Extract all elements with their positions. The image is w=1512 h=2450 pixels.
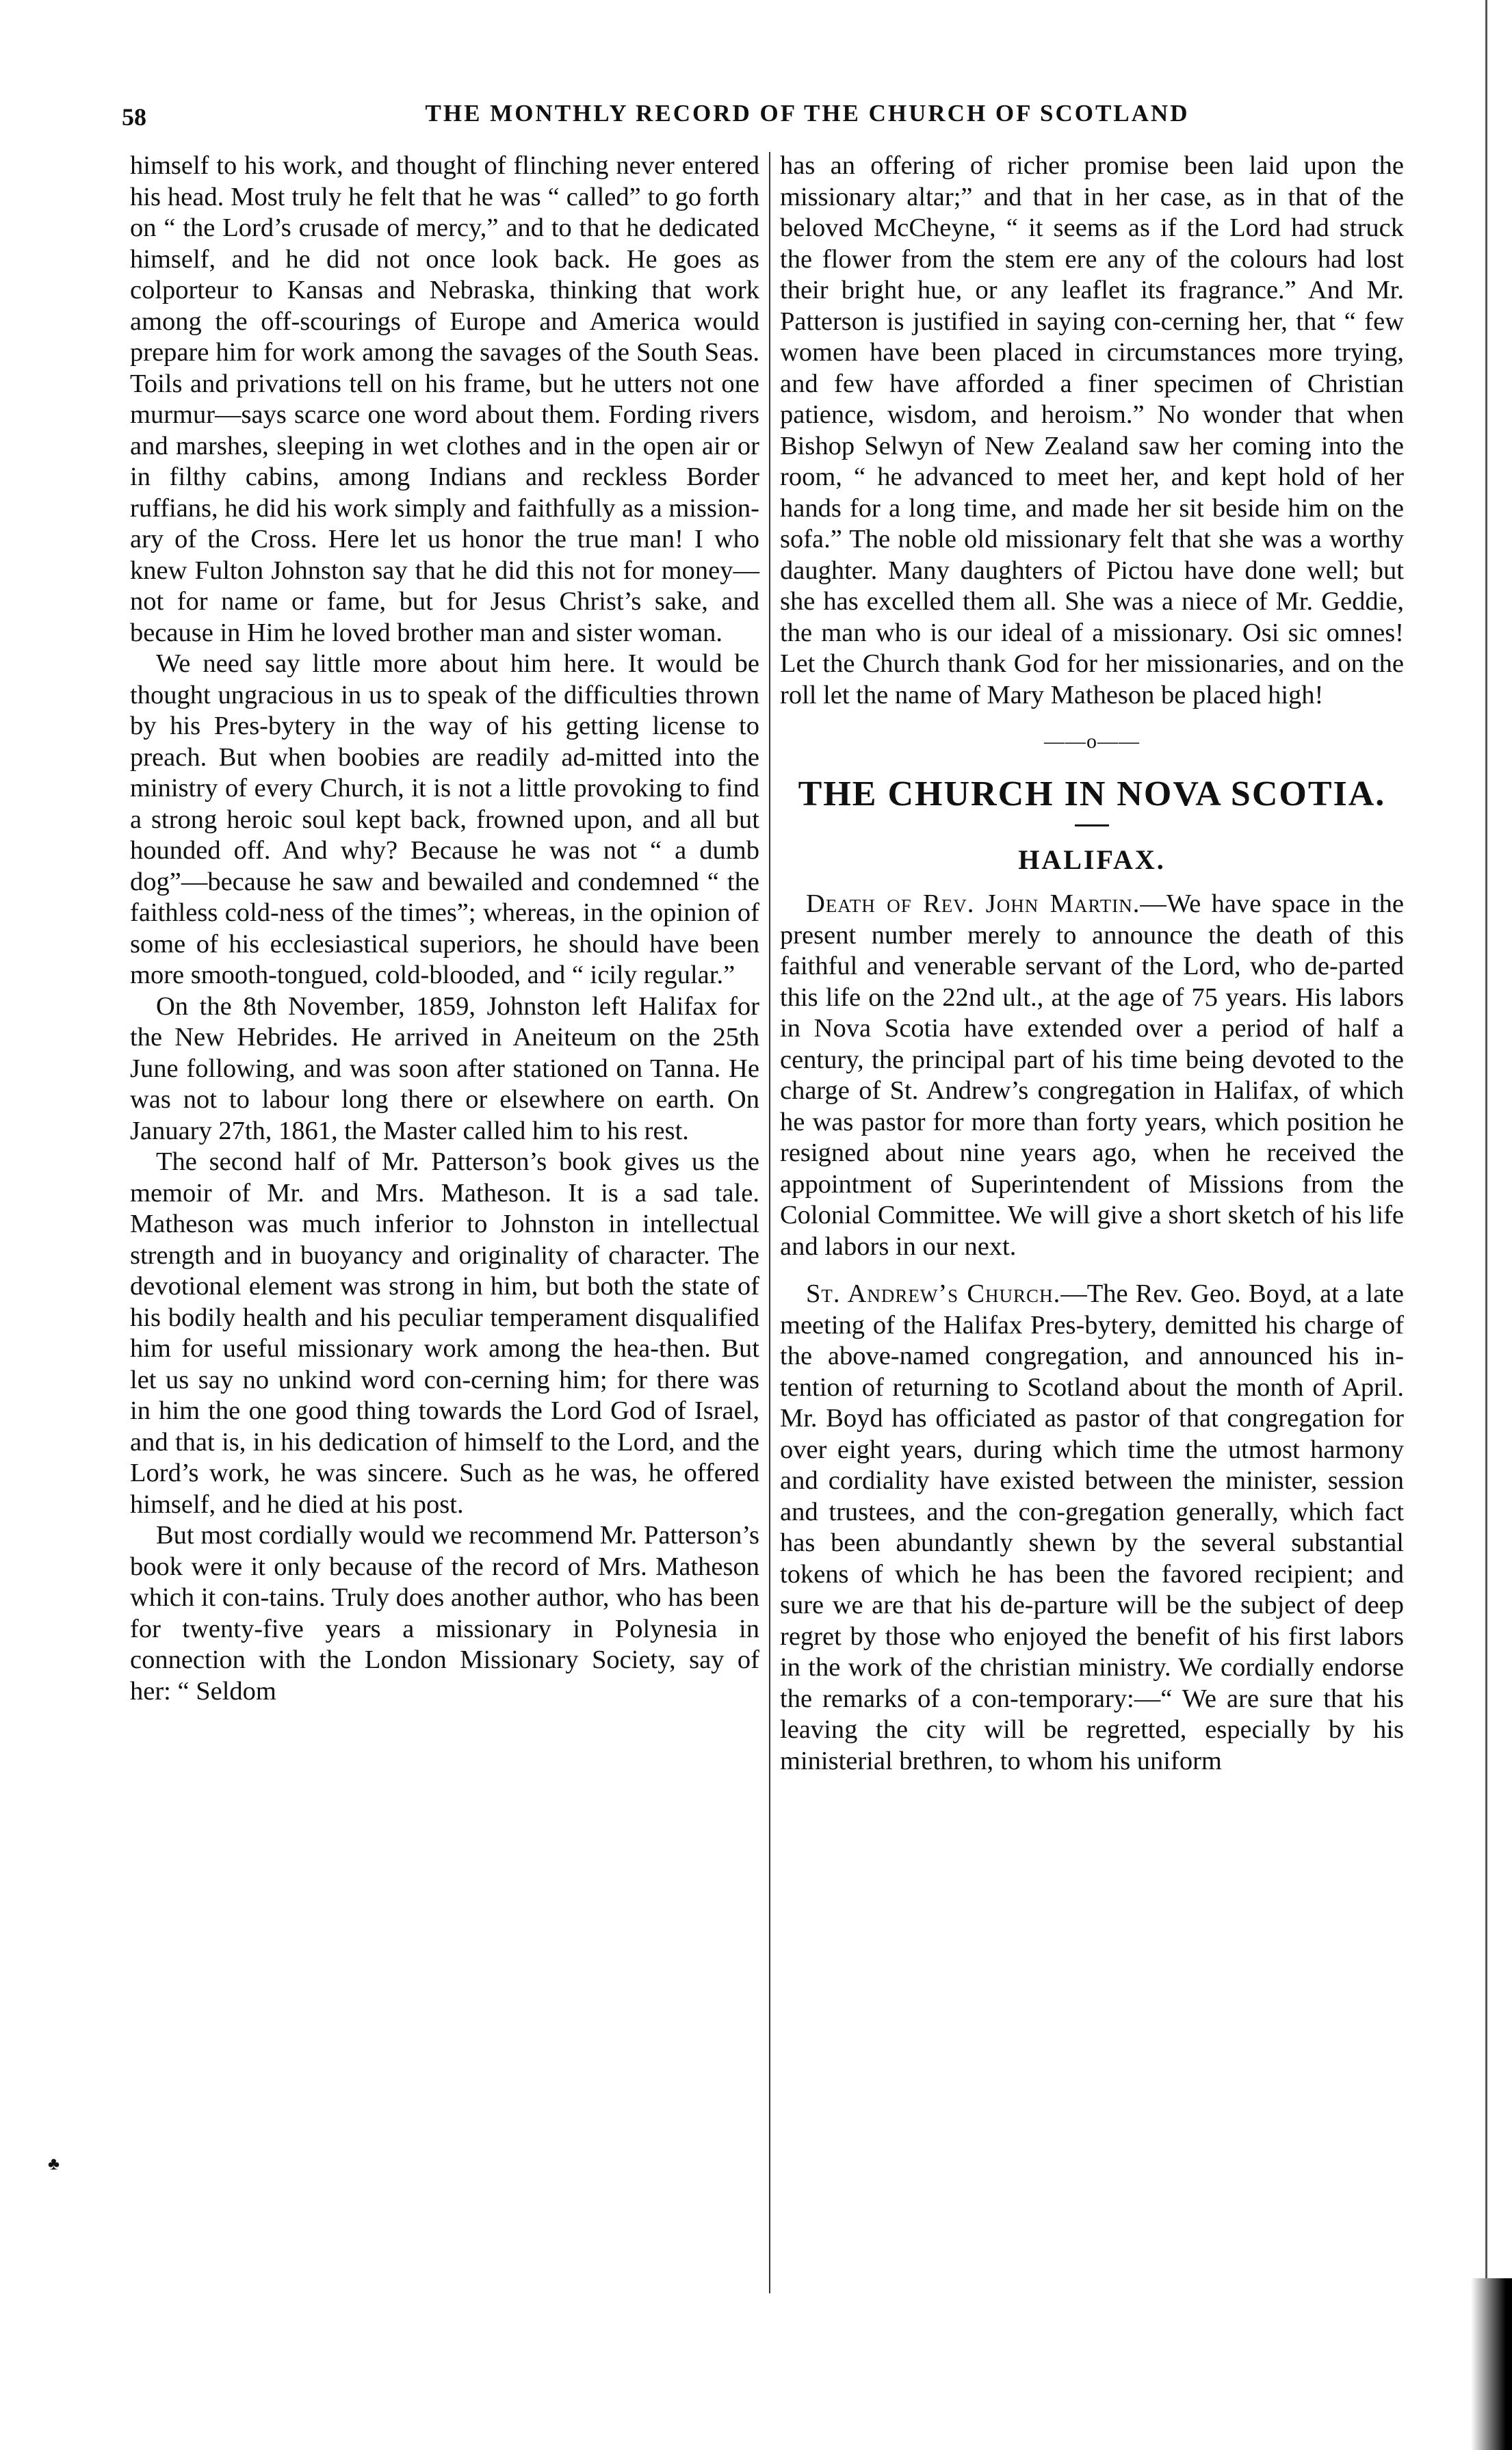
running-head: THE MONTHLY RECORD OF THE CHURCH OF SCOTLAND <box>425 100 1190 127</box>
section-title: THE CHURCH IN NOVA SCOTIA. <box>798 774 1386 813</box>
page-number: 58 <box>122 103 146 131</box>
right-column <box>780 151 1404 1777</box>
obituary-paragraph <box>780 889 1404 1262</box>
subsection-title: HALIFAX. <box>1018 844 1166 875</box>
margin-mark: ♣ <box>48 2154 60 2174</box>
left-paragraph-3: On the 8th November, 1859, Johnston left Halifax for the New Hebrides. He arrived in Aneiteum on the 25th June following, and was soon after stationed on Tanna. He was not to labour long there or elsewhere on earth. On January 27th, 1861, the Master called him to his rest. <box>130 991 759 1145</box>
obituary-lead: Death of Rev. John Martin. <box>806 889 1140 918</box>
left-column <box>130 151 759 1707</box>
left-paragraph-5: But most cordially would we recommend Mr. Patterson’s book were it only because of the record of Mrs. Matheson which it con-tains. Truly does another author, who has been for twenty-five years a missionary in Polynesia in connection with the London Missionary Society, say of her: “ Seldom <box>130 1521 759 1706</box>
left-paragraph-4: The second half of Mr. Patterson’s book gives us the memoir of Mr. and Mrs. Matheson. It is a sad tale. Matheson was much inferior to Johnston in intellectual strength and in buoyancy and originality of character. The devotional element was strong in him, but both the state of his bodily health and his peculiar temperament disqualified him for useful missionary work among the hea-then. But let us say no unkind word con-cerning him; for there was in him the one good thing towards the Lord God of Israel, and that is, in his dedication of himself to the Lord, and the Lord’s work, he was sincere. Such as he was, he offered himself, and he died at his post. <box>130 1147 759 1519</box>
page-edge-line <box>1485 0 1487 2278</box>
church-news-lead: St. Andrew’s Church. <box>806 1279 1061 1308</box>
page-edge-shadow <box>1471 2278 1512 2450</box>
right-paragraph-1: has an offering of richer promise been laid upon the missionary altar;” and that in her case, as in that of the beloved McCheyne, “ it seems as if the Lord had struck the flower from the stem ere any of the colours had lost their bright hue, or any leaflet its fragrance.” And Mr. Patterson is justified in saying con-cerning her, that “ few women have been placed in circumstances more trying, and few have afforded a finer specimen of Christian patience, wisdom, and heroism.” No wonder that when Bishop Selwyn of New Zealand saw her coming into the room, “ he advanced to meet her, and kept hold of her hands for a long time, and made her sit beside him on the sofa.” The noble old missionary felt that she was a worthy daughter. Many daughters of Pictou have done well; but she has excelled them all. She was a niece of Mr. Geddie, the man who is our ideal of a missionary. Osi sic omnes! Let the Church thank God for her missionaries, and on the roll let the name of Mary Matheson be placed high! <box>780 151 1404 709</box>
column-rule <box>769 152 770 2293</box>
church-news-body: —The Rev. Geo. Boyd, at a late meeting of the Halifax Pres-bytery, demitted his charge of the above-named congregation, and announced his in-tention of returning to Scotland about the month of April. Mr. Boyd has officiated as pastor of that congregation for over eight years, during which time the utmost harmony and cordiality have existed between the minister, session and trustees, and the con-gregation generally, which fact has been abundantly shewn by the several substantial tokens of which he has been the favored recipient; and sure we are that his de-parture will be the subject of deep regret by those who enjoyed the benefit of his first labors in the work of the christian ministry. We cordially endorse the remarks of a con-temporary:—“ We are sure that his leaving the city will be regretted, especially by his ministerial brethren, to whom his uniform <box>780 1279 1404 1775</box>
left-paragraph-1: himself to his work, and thought of flinching never entered his head. Most truly he felt that he was “ called” to go forth on “ the Lord’s crusade of mercy,” and to that he dedicated himself, and he did not once look back. He goes as colporteur to Kansas and Nebraska, thinking that work among the off-scourings of Europe and America would prepare him for work among the savages of the South Seas. Toils and privations tell on his frame, but he utters not one murmur—says scarce one word about them. Fording rivers and marshes, sleeping in wet clothes and in the open air or in filthy cabins, among Indians and reckless Border ruffians, he did his work simply and faithfully as a mission-ary of the Cross. Here let us honor the true man! I who knew Fulton Johnston say that he did this not for money—not for name or fame, but for Jesus Christ’s sake, and because in Him he loved brother man and sister woman. <box>130 151 759 647</box>
section-ornament: ——o—— <box>1044 730 1140 753</box>
left-paragraph-2: We need say little more about him here. It would be thought ungracious in us to speak of the difficulties thrown by his Pres-bytery in the way of his getting license to preach. But when boobies are readily ad-mitted into the ministry of every Church, it is not a little provoking to find a strong heroic soul kept back, frowned upon, and all but hounded off. And why? Because he was not “ a dumb dog”—because he saw and bewailed and condemned “ the faithless cold-ness of the times”; whereas, in the opinion of some of his ecclesiastical superiors, he should have been more smooth-tongued, cold-blooded, and “ icily regular.” <box>130 649 759 989</box>
church-news-paragraph <box>780 1279 1404 1777</box>
paragraph-gap <box>780 1262 1404 1279</box>
obituary-body: —We have space in the present number merely to announce the death of this faithful and venerable servant of the Lord, who de-parted this life on the 22nd ult., at the age of 75 years. His labors in Nova Scotia have extended over a period of half a century, the principal part of his time being devoted to the charge of St. Andrew’s congregation in Halifax, of which he was pastor for more than forty years, which position he resigned about nine years ago, when he received the appointment of Superintendent of Missions from the Colonial Committee. We will give a short sketch of his life and labors in our next. <box>780 889 1404 1261</box>
section-rule <box>1075 824 1109 826</box>
